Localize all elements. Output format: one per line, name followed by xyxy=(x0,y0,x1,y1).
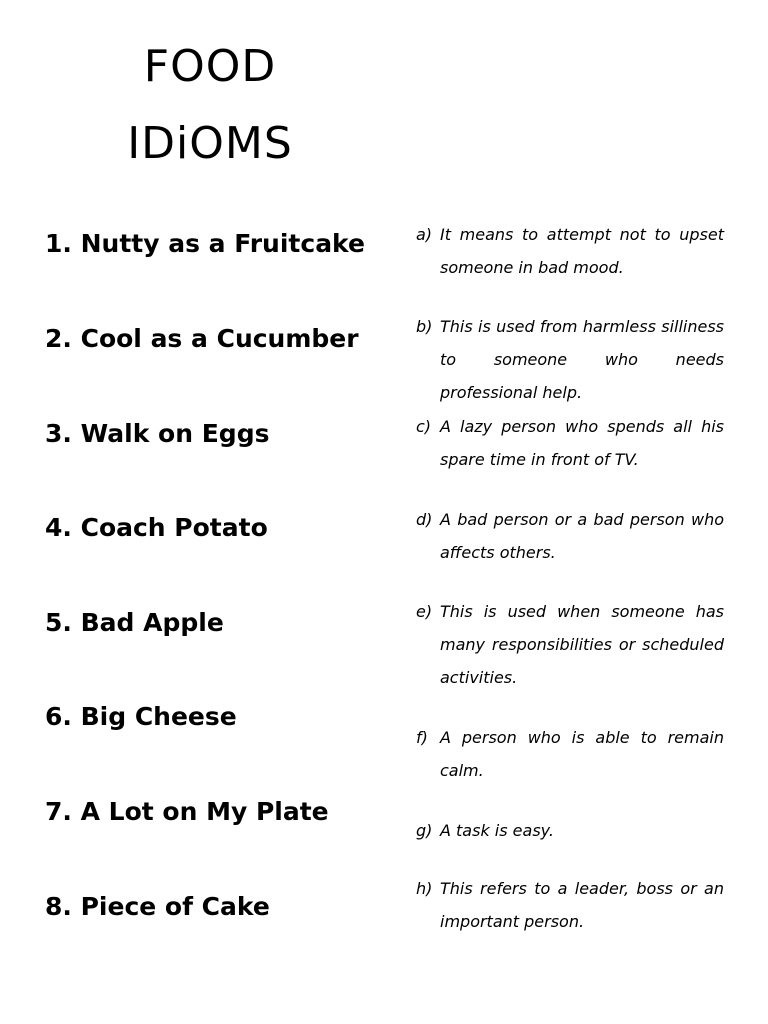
definition-text: A person who is able to remain calm. xyxy=(440,728,724,780)
idiom-item: 1. Nutty as a Fruitcake xyxy=(45,229,365,258)
definition-item xyxy=(416,310,724,409)
idiom-item: 8. Piece of Cake xyxy=(45,892,270,921)
definition-letter: c) xyxy=(416,417,432,436)
page-title-line-2: IDiOMS xyxy=(127,118,293,169)
definition-letter: a) xyxy=(416,225,433,244)
definition-letter: e) xyxy=(416,602,433,621)
definition-letter: b) xyxy=(416,317,433,336)
definition-item xyxy=(416,872,724,938)
definition-text: A bad person or a bad person who affects others. xyxy=(440,510,724,562)
definition-item xyxy=(416,814,724,847)
definition-letter: d) xyxy=(416,510,433,529)
definition-text: It means to attempt not to upset someone in bad mood. xyxy=(440,225,724,277)
definition-text: A lazy person who spends all his spare time in front of TV. xyxy=(440,417,724,469)
idiom-item: 3. Walk on Eggs xyxy=(45,419,270,448)
definition-text: This is used from harmless silliness to someone who needs professional help. xyxy=(440,317,724,402)
definition-item xyxy=(416,218,724,284)
definition-letter: h) xyxy=(416,879,433,898)
definition-item xyxy=(416,410,724,476)
idiom-item: 4. Coach Potato xyxy=(45,513,268,542)
idiom-item: 5. Bad Apple xyxy=(45,608,224,637)
definition-text: This is used when someone has many responsibilities or scheduled activities. xyxy=(440,602,724,687)
definition-letter: f) xyxy=(416,728,428,747)
idiom-item: 2. Cool as a Cucumber xyxy=(45,324,359,353)
definition-item xyxy=(416,503,724,569)
definition-text: This refers to a leader, boss or an important person. xyxy=(440,879,724,931)
definition-letter: g) xyxy=(416,821,433,840)
definition-item xyxy=(416,721,724,787)
idiom-item: 6. Big Cheese xyxy=(45,702,237,731)
definition-item xyxy=(416,595,724,694)
page-title-line-1: FOOD xyxy=(143,41,277,92)
idiom-item: 7. A Lot on My Plate xyxy=(45,797,329,826)
definition-text: A task is easy. xyxy=(440,821,554,840)
